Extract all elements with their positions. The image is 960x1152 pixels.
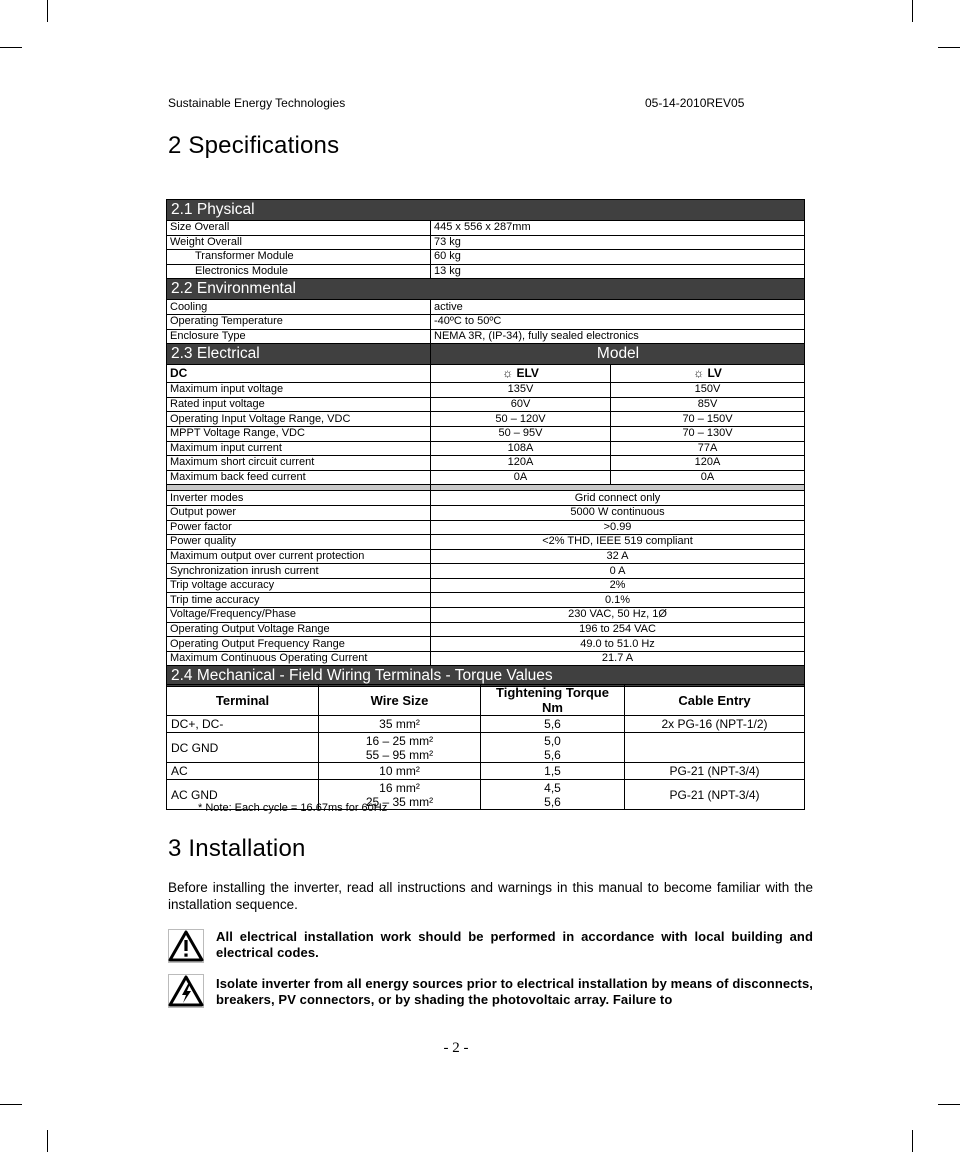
table-row: Trip time accuracy 0.1% — [167, 593, 805, 608]
table-row: Cooling active — [167, 300, 805, 315]
mechanical-heading: 2.4 Mechanical - Field Wiring Terminals - Torque Values — [167, 666, 805, 687]
specifications-table — [166, 199, 805, 687]
physical-heading: 2.1 Physical — [167, 200, 805, 221]
warning-triangle-icon — [168, 929, 204, 963]
electrical-heading: 2.3 Electrical — [167, 344, 431, 365]
table-row: Power factor >0.99 — [167, 520, 805, 535]
table-row: Rated input voltage 60V 85V — [167, 397, 805, 412]
warning-text-isolate: Isolate inverter from all energy sources prior to electrical installation by means of disconnects, breakers, PV connectors, or by shading the photovoltaic array. Failure to — [216, 976, 813, 1007]
table-row: Output power 5000 W continuous — [167, 505, 805, 520]
crop-mark — [912, 0, 913, 22]
crop-mark — [0, 47, 22, 48]
table-row: Maximum back feed current 0A 0A — [167, 470, 805, 485]
table-row: Transformer Module 60 kg — [167, 250, 805, 265]
table-row: Power quality <2% THD, IEEE 519 compliant — [167, 535, 805, 550]
page-number: - 2 - — [443, 1040, 469, 1056]
section-title-installation: 3 Installation — [168, 835, 306, 862]
table-row: Enclosure Type NEMA 3R, (IP-34), fully sealed electronics — [167, 329, 805, 344]
table-row: Maximum Continuous Operating Current 21.7 A — [167, 651, 805, 666]
section-title-specifications: 2 Specifications — [168, 132, 340, 159]
crop-mark — [47, 0, 48, 22]
crop-mark — [0, 1104, 22, 1105]
col-torque: Tightening Torque Nm — [481, 685, 625, 716]
table-row: Voltage/Frequency/Phase 230 VAC, 50 Hz, 1Ø — [167, 608, 805, 623]
table-row: Operating Output Frequency Range 49.0 to 51.0 Hz — [167, 637, 805, 652]
crop-mark — [938, 1104, 960, 1105]
crop-mark — [47, 1130, 48, 1152]
table-row: Operating Temperature -40ºC to 50ºC — [167, 314, 805, 329]
mechanical-table — [166, 684, 805, 810]
table-row: Maximum short circuit current 120A 120A — [167, 456, 805, 471]
header-revision: 05-14-2010REV05 — [645, 96, 745, 110]
col-wire-size: Wire Size — [319, 685, 481, 716]
table-row: DC GND 16 – 25 mm² 55 – 95 mm² 5,0 5,6 — [167, 733, 805, 763]
warning-text-codes: All electrical installation work should be performed in accordance with local building and electrical codes. — [216, 929, 813, 960]
header-company: Sustainable Energy Technologies — [168, 96, 346, 110]
table-row: Inverter modes Grid connect only — [167, 491, 805, 506]
table-row: Maximum input voltage 135V 150V — [167, 383, 805, 398]
table-row — [167, 365, 805, 383]
model-elv: ☼ ELV — [431, 365, 611, 383]
table-row: Maximum input current 108A 77A — [167, 441, 805, 456]
table-row: Weight Overall 73 kg — [167, 235, 805, 250]
table-row: Synchronization inrush current 0 A — [167, 564, 805, 579]
table-row: AC 10 mm² 1,5 PG-21 (NPT-3/4) — [167, 763, 805, 780]
col-cable-entry: Cable Entry — [625, 685, 805, 716]
table-row: Size Overall 445 x 556 x 287mm — [167, 221, 805, 236]
installation-intro: Before installing the inverter, read all instructions and warnings in this manual to become familiar with the installation sequence. — [168, 880, 813, 912]
table-row: Electronics Module 13 kg — [167, 264, 805, 279]
table-row: Maximum output over current protection 32 A — [167, 549, 805, 564]
crop-mark — [912, 1130, 913, 1152]
col-terminal: Terminal — [167, 685, 319, 716]
table-header-row — [167, 685, 805, 716]
footnote: * Note: Each cycle = 16.67ms for 60Hz — [198, 802, 388, 814]
table-row: DC+, DC- 35 mm² 5,6 2x PG-16 (NPT-1/2) — [167, 716, 805, 733]
electrical-hazard-icon — [168, 974, 204, 1008]
environmental-heading: 2.2 Environmental — [167, 279, 805, 300]
table-row: MPPT Voltage Range, VDC 50 – 95V 70 – 130V — [167, 426, 805, 441]
dc-label: DC — [167, 365, 431, 383]
table-row: AC GND 16 mm² 25 – 35 mm² 4,5 5,6 PG-21 (NPT-3/4) — [167, 780, 805, 810]
table-row: Trip voltage accuracy 2% — [167, 578, 805, 593]
model-heading: Model — [431, 344, 805, 365]
table-row: Operating Input Voltage Range, VDC 50 – 120V 70 – 150V — [167, 412, 805, 427]
table-row: Operating Output Voltage Range 196 to 254 VAC — [167, 622, 805, 637]
crop-mark — [938, 47, 960, 48]
model-lv: ☼ LV — [611, 365, 805, 383]
